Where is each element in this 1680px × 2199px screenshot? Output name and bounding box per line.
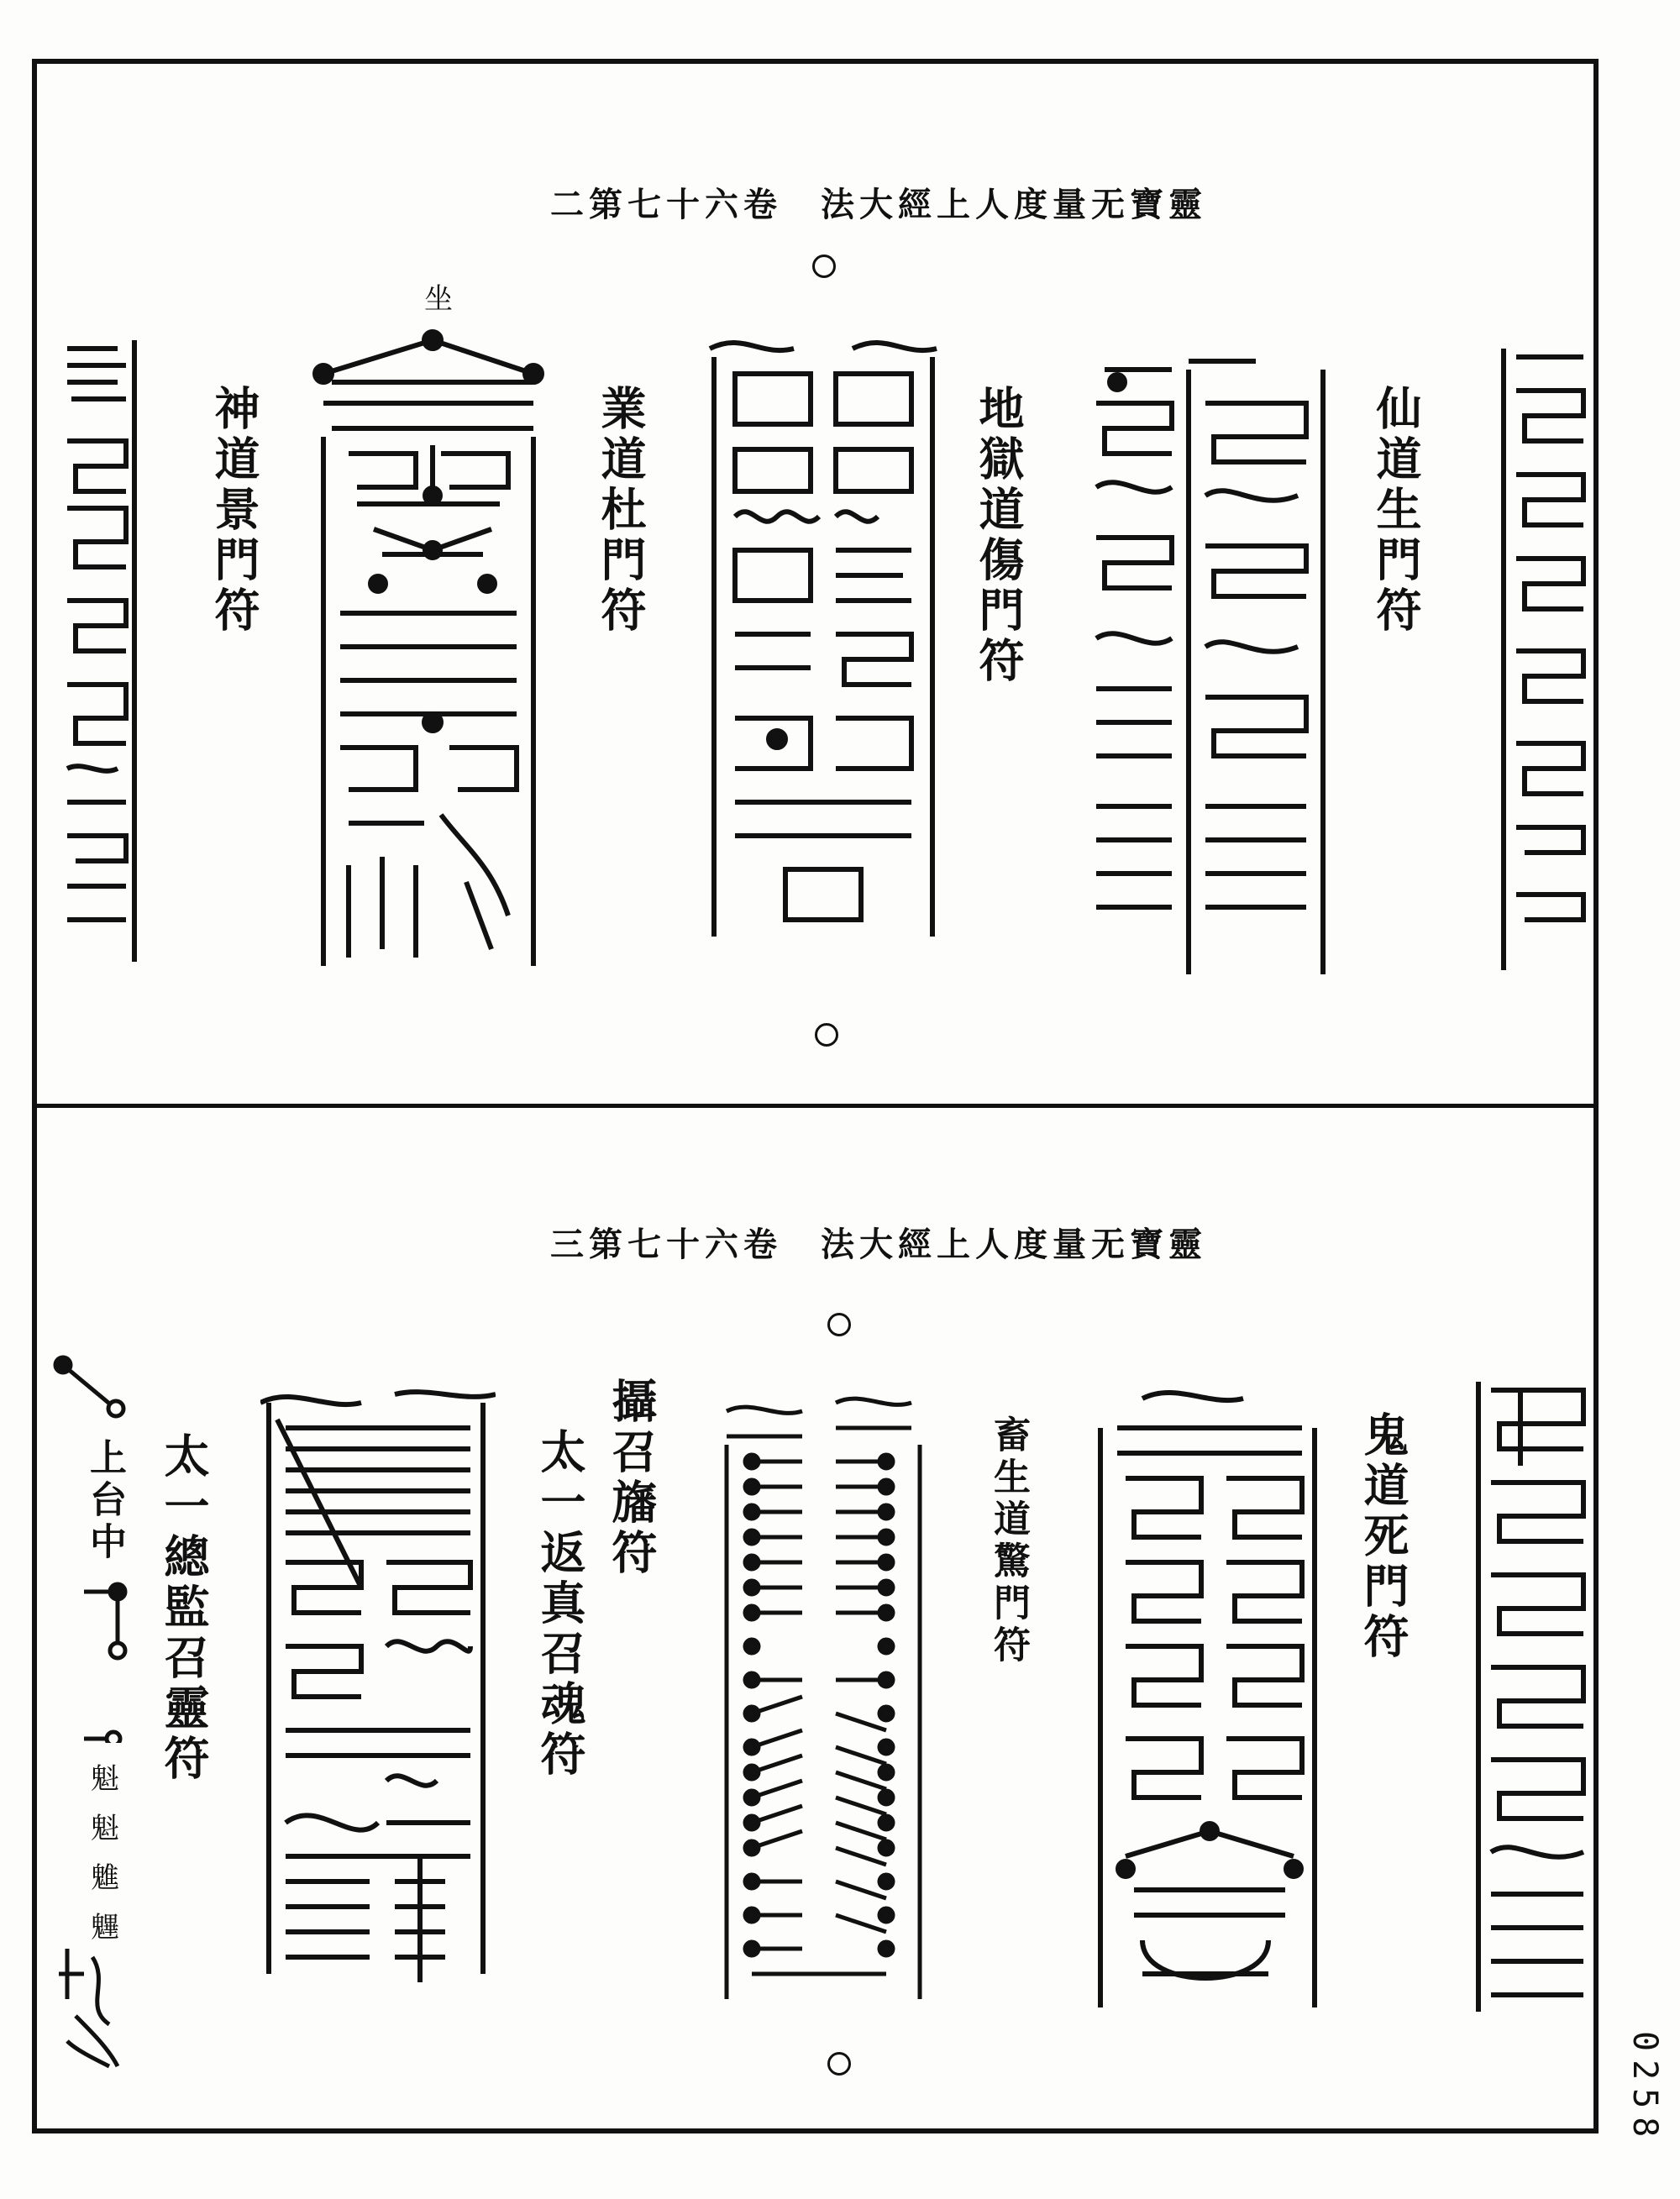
top-binding-hole-lower bbox=[815, 1023, 838, 1047]
bottom-binding-hole-lower bbox=[827, 2052, 851, 2076]
bottom-page-header: 三第七十六卷 法大經上人度量无寶靈 bbox=[550, 1225, 1207, 1264]
talisman-shen-dao-left bbox=[50, 332, 151, 970]
talisman-xian-dao-right bbox=[1491, 340, 1592, 979]
star-name-3: 魋 bbox=[91, 1861, 119, 1895]
star-name-2: 魁 bbox=[91, 1812, 119, 1845]
label-shen-dao-jing-men: 神道景門符 bbox=[207, 385, 261, 637]
label-ye-dao-du-men: 業道杜門符 bbox=[594, 385, 648, 637]
page-number: 0258 bbox=[1625, 2031, 1664, 2146]
label-diyu-dao-shang-men: 地獄道傷門符 bbox=[972, 385, 1026, 687]
star-connector-diagram bbox=[50, 1348, 143, 1743]
star-name-4: 魓 bbox=[91, 1911, 119, 1944]
talisman-chu-sheng-dao-jing-men bbox=[1092, 1386, 1327, 2007]
label-xian-dao-sheng-men: 仙道生門符 bbox=[1369, 385, 1423, 637]
label-gui-dao-si-men: 鬼道死門符 bbox=[1357, 1411, 1410, 1663]
label-taiyi-fan-zhen-zhao-hun: 太一返真召魂符 bbox=[533, 1428, 587, 1781]
talisman-taiyi-zong-jian bbox=[260, 1386, 496, 1991]
label-shang-tai-zhong: 上台中 bbox=[83, 1438, 126, 1564]
label-chu-sheng-dao-jing-men: 畜生道驚門符 bbox=[987, 1415, 1030, 1667]
top-binding-hole-upper bbox=[812, 255, 836, 278]
star-name-1: 魁 bbox=[91, 1762, 119, 1796]
star-names bbox=[91, 1756, 119, 1945]
top-small-mark: 坐 bbox=[424, 282, 453, 316]
talisman-gui-dao-right bbox=[1470, 1373, 1592, 2020]
label-taiyi-zong-jian-zhao-ling: 太一總監召靈符 bbox=[157, 1432, 211, 1785]
talisman-she-zhao-fan bbox=[718, 1394, 928, 1999]
talisman-diyu-dao-shang-men bbox=[1079, 336, 1331, 974]
bottom-binding-hole-upper bbox=[827, 1313, 851, 1336]
talisman-shen-dao-jing-men bbox=[307, 328, 550, 966]
seal-glyph-bottom-left bbox=[50, 1940, 126, 2075]
top-page-header: 二第七十六卷 法大經上人度量无寶靈 bbox=[550, 185, 1207, 224]
page-divider bbox=[32, 1104, 1599, 1108]
label-she-zhao-fan: 攝召旛符 bbox=[605, 1378, 659, 1579]
talisman-ye-dao-du-men bbox=[701, 332, 945, 937]
